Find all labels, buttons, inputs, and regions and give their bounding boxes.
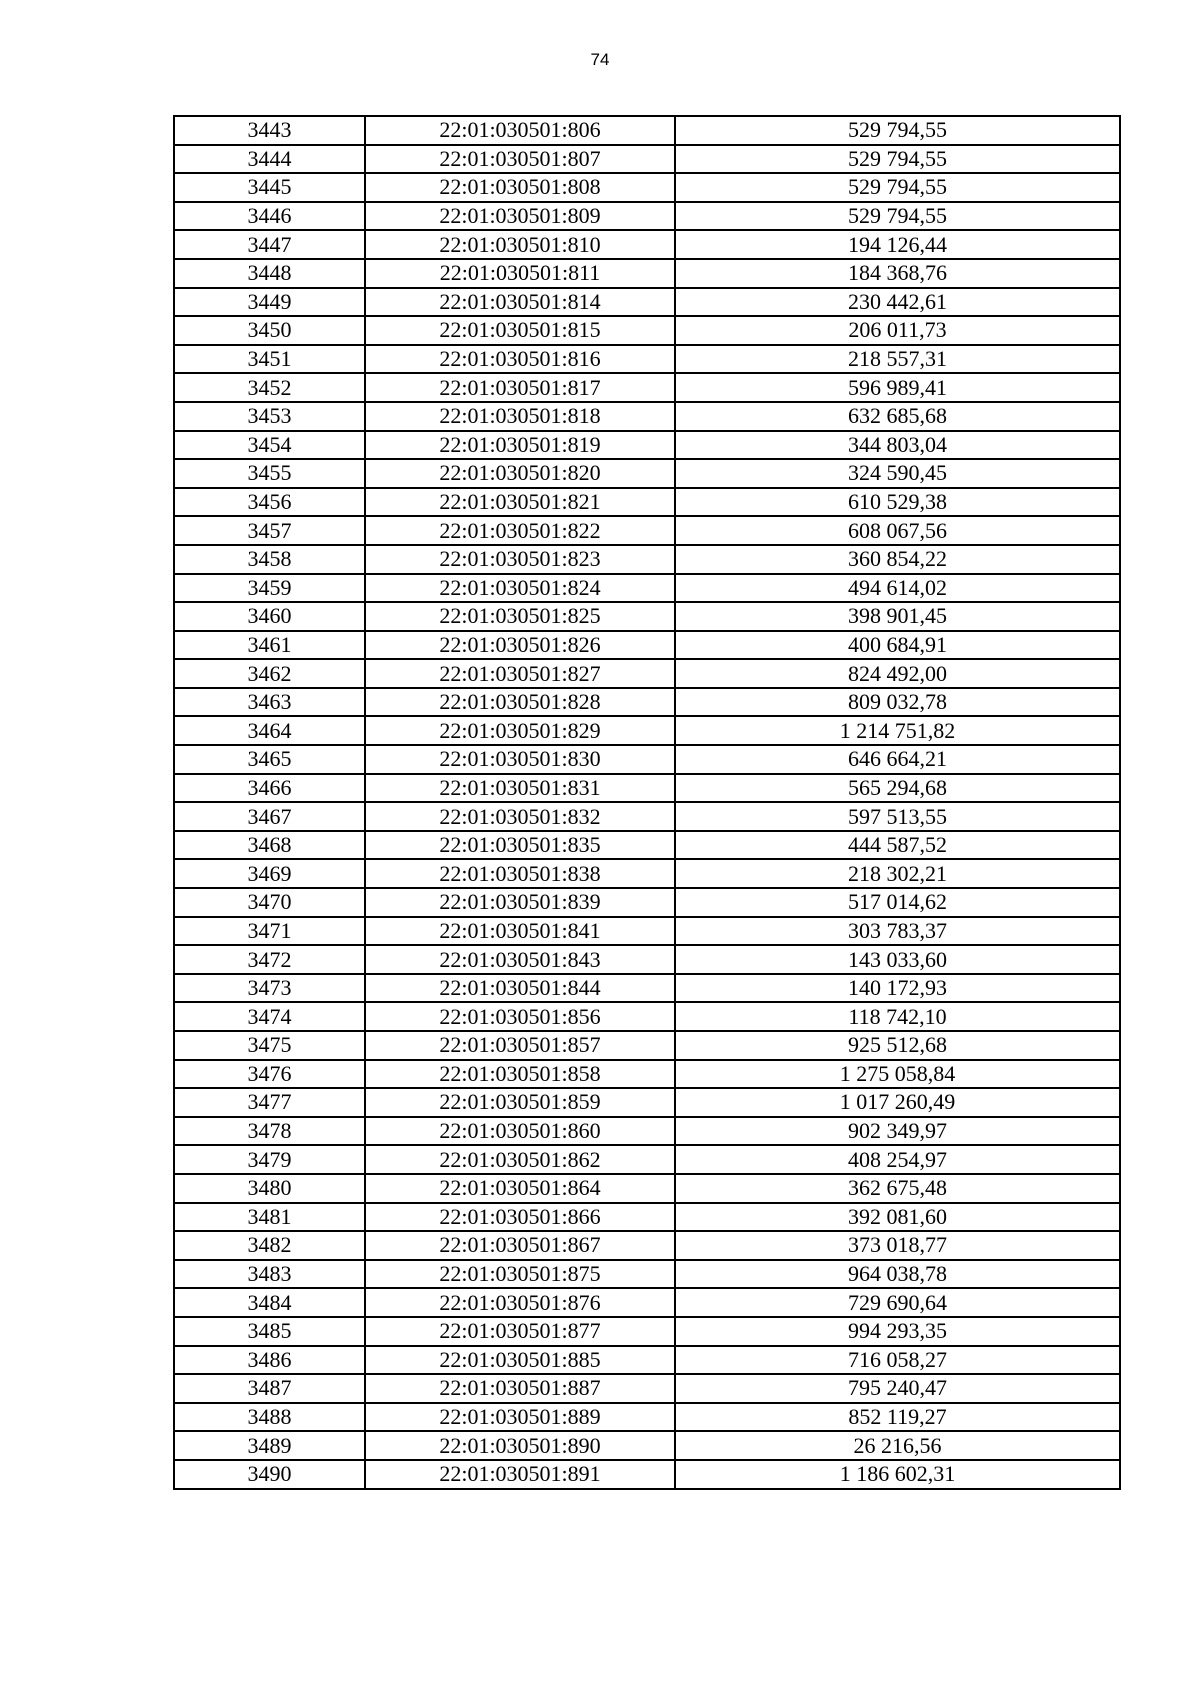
row-number-cell: 3476 (174, 1060, 365, 1089)
cadastral-number-cell: 22:01:030501:811 (365, 259, 675, 288)
cadastral-value-cell: 140 172,93 (675, 974, 1120, 1003)
row-number-cell: 3484 (174, 1288, 365, 1317)
table-row (174, 974, 1120, 1003)
table-row (174, 1145, 1120, 1174)
page-number: 74 (590, 50, 610, 69)
table-row (174, 116, 1120, 145)
cadastral-value-cell: 529 794,55 (675, 202, 1120, 231)
cadastral-number-cell: 22:01:030501:817 (365, 373, 675, 402)
table-row (174, 688, 1120, 717)
cadastral-value-cell: 373 018,77 (675, 1231, 1120, 1260)
row-number-cell: 3479 (174, 1145, 365, 1174)
table-row (174, 230, 1120, 259)
cadastral-number-cell: 22:01:030501:857 (365, 1031, 675, 1060)
cadastral-number-cell: 22:01:030501:875 (365, 1260, 675, 1289)
row-number-cell: 3461 (174, 631, 365, 660)
table-row (174, 373, 1120, 402)
cadastral-value-cell: 1 186 602,31 (675, 1460, 1120, 1489)
table-row (174, 1002, 1120, 1031)
table-row (174, 1317, 1120, 1346)
row-number-cell: 3481 (174, 1203, 365, 1232)
table-row (174, 1088, 1120, 1117)
cadastral-value-cell: 824 492,00 (675, 659, 1120, 688)
row-number-cell: 3448 (174, 259, 365, 288)
table-row (174, 716, 1120, 745)
cadastral-number-cell: 22:01:030501:841 (365, 917, 675, 946)
cadastral-number-cell: 22:01:030501:838 (365, 859, 675, 888)
cadastral-value-cell: 194 126,44 (675, 230, 1120, 259)
cadastral-value-cell: 344 803,04 (675, 431, 1120, 460)
table-row (174, 1374, 1120, 1403)
table-row (174, 1203, 1120, 1232)
table-row (174, 1260, 1120, 1289)
row-number-cell: 3455 (174, 459, 365, 488)
row-number-cell: 3483 (174, 1260, 365, 1289)
cadastral-value-cell: 529 794,55 (675, 145, 1120, 174)
cadastral-number-cell: 22:01:030501:839 (365, 888, 675, 917)
row-number-cell: 3457 (174, 516, 365, 545)
cadastral-number-cell: 22:01:030501:890 (365, 1431, 675, 1460)
cadastral-number-cell: 22:01:030501:843 (365, 945, 675, 974)
row-number-cell: 3486 (174, 1346, 365, 1375)
table-row (174, 202, 1120, 231)
table-row (174, 831, 1120, 860)
table-row (174, 459, 1120, 488)
table-row (174, 945, 1120, 974)
table-row (174, 488, 1120, 517)
table-row (174, 859, 1120, 888)
cadastral-number-cell: 22:01:030501:824 (365, 574, 675, 603)
table-row (174, 1031, 1120, 1060)
cadastral-number-cell: 22:01:030501:806 (365, 116, 675, 145)
row-number-cell: 3471 (174, 917, 365, 946)
table-row (174, 402, 1120, 431)
row-number-cell: 3487 (174, 1374, 365, 1403)
row-number-cell: 3446 (174, 202, 365, 231)
table-row (174, 745, 1120, 774)
cadastral-number-cell: 22:01:030501:825 (365, 602, 675, 631)
row-number-cell: 3444 (174, 145, 365, 174)
cadastral-value-cell: 1 214 751,82 (675, 716, 1120, 745)
cadastral-number-cell: 22:01:030501:864 (365, 1174, 675, 1203)
table-row (174, 1231, 1120, 1260)
table-row (174, 259, 1120, 288)
row-number-cell: 3467 (174, 802, 365, 831)
table-row (174, 602, 1120, 631)
row-number-cell: 3477 (174, 1088, 365, 1117)
cadastral-value-cell: 902 349,97 (675, 1117, 1120, 1146)
cadastral-value-cell: 729 690,64 (675, 1288, 1120, 1317)
cadastral-number-cell: 22:01:030501:889 (365, 1403, 675, 1432)
cadastral-number-cell: 22:01:030501:877 (365, 1317, 675, 1346)
cadastral-number-cell: 22:01:030501:821 (365, 488, 675, 517)
row-number-cell: 3485 (174, 1317, 365, 1346)
cadastral-number-cell: 22:01:030501:809 (365, 202, 675, 231)
cadastral-value-cell: 529 794,55 (675, 173, 1120, 202)
table-row (174, 1117, 1120, 1146)
row-number-cell: 3462 (174, 659, 365, 688)
cadastral-value-cell: 565 294,68 (675, 774, 1120, 803)
cadastral-number-cell: 22:01:030501:819 (365, 431, 675, 460)
row-number-cell: 3443 (174, 116, 365, 145)
cadastral-value-cell: 1 017 260,49 (675, 1088, 1120, 1117)
row-number-cell: 3453 (174, 402, 365, 431)
table-row (174, 631, 1120, 660)
cadastral-value-cell: 597 513,55 (675, 802, 1120, 831)
row-number-cell: 3480 (174, 1174, 365, 1203)
row-number-cell: 3456 (174, 488, 365, 517)
cadastral-number-cell: 22:01:030501:830 (365, 745, 675, 774)
cadastral-number-cell: 22:01:030501:823 (365, 545, 675, 574)
cadastral-number-cell: 22:01:030501:828 (365, 688, 675, 717)
table-row (174, 516, 1120, 545)
cadastral-value-cell: 398 901,45 (675, 602, 1120, 631)
table-row (174, 917, 1120, 946)
cadastral-number-cell: 22:01:030501:858 (365, 1060, 675, 1089)
cadastral-number-cell: 22:01:030501:859 (365, 1088, 675, 1117)
cadastral-number-cell: 22:01:030501:827 (365, 659, 675, 688)
cadastral-number-cell: 22:01:030501:866 (365, 1203, 675, 1232)
table-row (174, 1060, 1120, 1089)
cadastral-value-cell: 143 033,60 (675, 945, 1120, 974)
row-number-cell: 3470 (174, 888, 365, 917)
row-number-cell: 3466 (174, 774, 365, 803)
cadastral-number-cell: 22:01:030501:862 (365, 1145, 675, 1174)
cadastral-value-cell: 1 275 058,84 (675, 1060, 1120, 1089)
cadastral-number-cell: 22:01:030501:835 (365, 831, 675, 860)
row-number-cell: 3464 (174, 716, 365, 745)
table-row (174, 145, 1120, 174)
table-row (174, 545, 1120, 574)
cadastral-number-cell: 22:01:030501:818 (365, 402, 675, 431)
cadastral-value-cell: 408 254,97 (675, 1145, 1120, 1174)
row-number-cell: 3454 (174, 431, 365, 460)
row-number-cell: 3450 (174, 316, 365, 345)
table-row (174, 316, 1120, 345)
cadastral-number-cell: 22:01:030501:807 (365, 145, 675, 174)
cadastral-value-cell: 610 529,38 (675, 488, 1120, 517)
row-number-cell: 3488 (174, 1403, 365, 1432)
row-number-cell: 3469 (174, 859, 365, 888)
cadastral-value-table (173, 115, 1121, 1490)
cadastral-number-cell: 22:01:030501:867 (365, 1231, 675, 1260)
cadastral-value-cell: 118 742,10 (675, 1002, 1120, 1031)
table-row (174, 345, 1120, 374)
cadastral-value-cell: 632 685,68 (675, 402, 1120, 431)
table-row (174, 774, 1120, 803)
row-number-cell: 3468 (174, 831, 365, 860)
row-number-cell: 3473 (174, 974, 365, 1003)
row-number-cell: 3489 (174, 1431, 365, 1460)
cadastral-value-cell: 303 783,37 (675, 917, 1120, 946)
cadastral-value-cell: 184 368,76 (675, 259, 1120, 288)
cadastral-value-cell: 206 011,73 (675, 316, 1120, 345)
cadastral-value-cell: 964 038,78 (675, 1260, 1120, 1289)
cadastral-number-cell: 22:01:030501:810 (365, 230, 675, 259)
cadastral-value-cell: 529 794,55 (675, 116, 1120, 145)
cadastral-value-cell: 218 302,21 (675, 859, 1120, 888)
row-number-cell: 3452 (174, 373, 365, 402)
table-row (174, 1403, 1120, 1432)
cadastral-value-cell: 400 684,91 (675, 631, 1120, 660)
cadastral-value-cell: 392 081,60 (675, 1203, 1120, 1232)
table-row (174, 574, 1120, 603)
row-number-cell: 3478 (174, 1117, 365, 1146)
cadastral-value-cell: 218 557,31 (675, 345, 1120, 374)
row-number-cell: 3445 (174, 173, 365, 202)
table-row (174, 1174, 1120, 1203)
row-number-cell: 3451 (174, 345, 365, 374)
cadastral-value-cell: 362 675,48 (675, 1174, 1120, 1203)
row-number-cell: 3490 (174, 1460, 365, 1489)
cadastral-number-cell: 22:01:030501:814 (365, 288, 675, 317)
cadastral-value-cell: 360 854,22 (675, 545, 1120, 574)
table-row (174, 431, 1120, 460)
cadastral-value-cell: 795 240,47 (675, 1374, 1120, 1403)
row-number-cell: 3458 (174, 545, 365, 574)
cadastral-value-cell: 608 067,56 (675, 516, 1120, 545)
cadastral-value-cell: 994 293,35 (675, 1317, 1120, 1346)
cadastral-number-cell: 22:01:030501:826 (365, 631, 675, 660)
cadastral-number-cell: 22:01:030501:815 (365, 316, 675, 345)
cadastral-value-cell: 852 119,27 (675, 1403, 1120, 1432)
table-row (174, 802, 1120, 831)
table-row (174, 1288, 1120, 1317)
cadastral-value-cell: 517 014,62 (675, 888, 1120, 917)
cadastral-number-cell: 22:01:030501:844 (365, 974, 675, 1003)
cadastral-number-cell: 22:01:030501:816 (365, 345, 675, 374)
row-number-cell: 3482 (174, 1231, 365, 1260)
cadastral-number-cell: 22:01:030501:891 (365, 1460, 675, 1489)
row-number-cell: 3463 (174, 688, 365, 717)
cadastral-number-cell: 22:01:030501:887 (365, 1374, 675, 1403)
row-number-cell: 3475 (174, 1031, 365, 1060)
row-number-cell: 3472 (174, 945, 365, 974)
cadastral-value-cell: 26 216,56 (675, 1431, 1120, 1460)
cadastral-number-cell: 22:01:030501:831 (365, 774, 675, 803)
cadastral-number-cell: 22:01:030501:808 (365, 173, 675, 202)
row-number-cell: 3465 (174, 745, 365, 774)
cadastral-value-cell: 716 058,27 (675, 1346, 1120, 1375)
row-number-cell: 3460 (174, 602, 365, 631)
row-number-cell: 3459 (174, 574, 365, 603)
table-row (174, 1346, 1120, 1375)
cadastral-number-cell: 22:01:030501:829 (365, 716, 675, 745)
row-number-cell: 3474 (174, 1002, 365, 1031)
row-number-cell: 3449 (174, 288, 365, 317)
row-number-cell: 3447 (174, 230, 365, 259)
cadastral-value-cell: 596 989,41 (675, 373, 1120, 402)
table-row (174, 659, 1120, 688)
cadastral-value-cell: 324 590,45 (675, 459, 1120, 488)
cadastral-value-cell: 494 614,02 (675, 574, 1120, 603)
cadastral-number-cell: 22:01:030501:860 (365, 1117, 675, 1146)
table-row (174, 1431, 1120, 1460)
cadastral-value-cell: 925 512,68 (675, 1031, 1120, 1060)
table-row (174, 888, 1120, 917)
cadastral-value-cell: 646 664,21 (675, 745, 1120, 774)
cadastral-number-cell: 22:01:030501:856 (365, 1002, 675, 1031)
table-row (174, 1460, 1120, 1489)
table-body (174, 116, 1120, 1489)
table-row (174, 288, 1120, 317)
cadastral-value-cell: 230 442,61 (675, 288, 1120, 317)
cadastral-number-cell: 22:01:030501:876 (365, 1288, 675, 1317)
cadastral-value-cell: 444 587,52 (675, 831, 1120, 860)
cadastral-number-cell: 22:01:030501:822 (365, 516, 675, 545)
cadastral-number-cell: 22:01:030501:832 (365, 802, 675, 831)
cadastral-number-cell: 22:01:030501:820 (365, 459, 675, 488)
cadastral-value-cell: 809 032,78 (675, 688, 1120, 717)
cadastral-number-cell: 22:01:030501:885 (365, 1346, 675, 1375)
table-row (174, 173, 1120, 202)
